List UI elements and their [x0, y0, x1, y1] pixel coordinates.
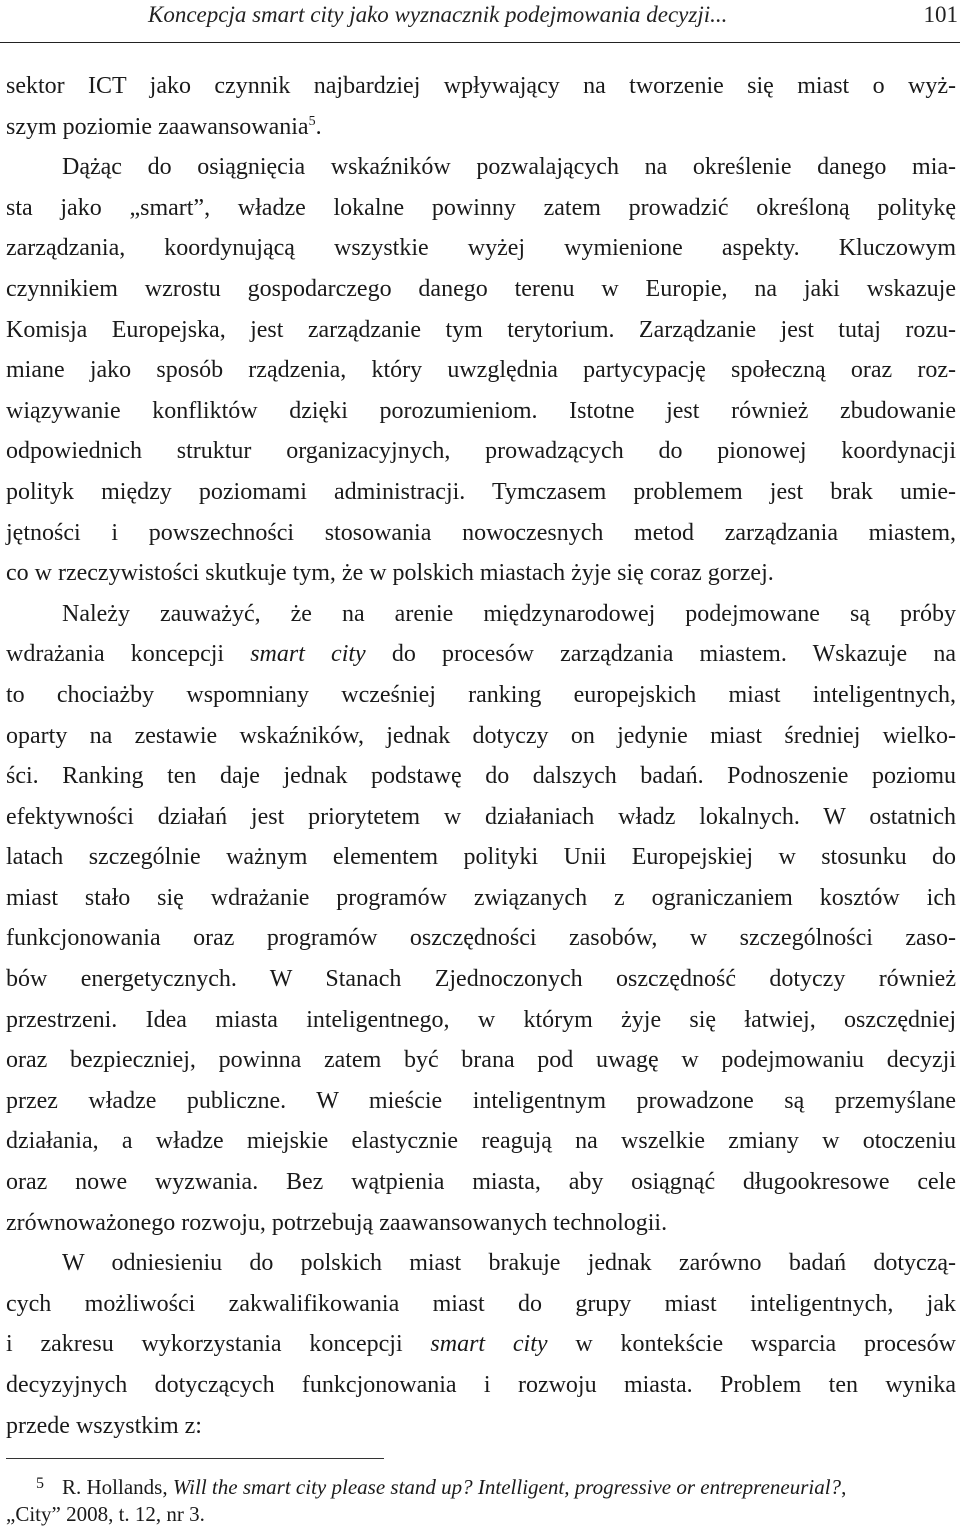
paragraph-end-line: co w rzeczywistości skutkuje tym, że w polskich miastach żyje się coraz gorzej.: [6, 560, 774, 587]
text-line: sektor ICT jako czynnik najbardziej wpływający na tworzenie się miast o wyż-: [6, 73, 956, 99]
text-line: przez władze publiczne. W mieście inteligentnym prowadzone są przemyślane: [6, 1087, 956, 1114]
text-line: [6, 107, 956, 148]
paragraph-end-line: zrównoważonego rozwoju, potrzebują zaawansowanych technologii.: [6, 1209, 668, 1236]
footnote-punct: ,: [841, 1475, 847, 1499]
text-line: przestrzeni. Idea miasta inteligentnego, w którym żyje się łatwiej, oszczędniej: [6, 1006, 956, 1033]
text-line: oraz bezpieczniej, powinna zatem być brana pod uwagę w podejmowaniu decyzji: [6, 1047, 956, 1074]
emphasis-term: smart city: [430, 1331, 548, 1358]
text-segment: .: [315, 113, 322, 140]
text-line: Komisja Europejska, jest zarządzanie tym terytorium. Zarządzanie jest tutaj rozu-: [6, 316, 956, 343]
paragraph-start-line: Dążąc do osiągnięcia wskaźników pozwalających na określenie danego mia-: [62, 154, 956, 181]
text-line: wiązywanie konfliktów dzięki porozumieniom. Istotne jest również zbudowanie: [6, 397, 956, 424]
text-segment: i zakresu wykorzystania koncepcji: [6, 1331, 431, 1358]
running-title: Koncepcja smart city jako wyznacznik podejmowania decyzji...: [148, 2, 728, 27]
emphasis-term: smart city: [250, 641, 366, 668]
text-line: decyzyjnych dotyczących funkcjonowania i rozwoju miasta. Problem ten wynika: [6, 1372, 956, 1398]
text-line: [6, 634, 956, 675]
text-line: bów energetycznych. W Stanach Zjednoczonych oszczędność dotyczy również: [6, 966, 956, 993]
text-segment: szym poziomie zaawansowania: [6, 113, 309, 140]
text-line: działania, a władze miejskie elastycznie reagują na wszelkie zmiany w otoczeniu: [6, 1128, 956, 1155]
footnote-separator: [6, 1458, 384, 1459]
text-segment: do procesów zarządzania miastem. Wskazuje na: [365, 641, 956, 668]
text-line: oparty na zestawie wskaźników, jednak dotyczy on jedynie miast średniej wielko-: [6, 722, 956, 749]
footnote-line: [6, 1468, 956, 1499]
text-line: efektywności działań jest priorytetem w działaniach władz lokalnych. W ostatnich: [6, 803, 956, 830]
text-line: jętności i powszechności stosowania nowoczesnych metod zarządzania miastem,: [6, 519, 956, 546]
text-line: funkcjonowania oraz programów oszczędności zasobów, w szczególności zaso-: [6, 925, 956, 952]
footnote-reference[interactable]: 5: [308, 113, 316, 129]
text-line: latach szczególnie ważnym elementem polityki Unii Europejskiej w stosunku do: [6, 844, 956, 871]
body-text: [6, 66, 956, 1446]
footnote-line: „City” 2008, t. 12, nr 3.: [6, 1502, 205, 1526]
text-line: to chociażby wspomniany wcześniej ranking europejskich miast inteligentnych,: [6, 681, 956, 708]
footnote-title: Will the smart city please stand up? Intelligent, progressive or entrepreneurial?: [172, 1475, 842, 1499]
paragraph-start-line: Należy zauważyć, że na arenie międzynarodowej podejmowane są próby: [62, 600, 956, 627]
text-line: polityk między poziomami administracji. Tymczasem problemem jest brak umie-: [6, 478, 956, 505]
page-number: 101: [923, 2, 958, 27]
text-line: cych możliwości zakwalifikowania miast do grupy miast inteligentnych, jak: [6, 1290, 956, 1317]
text-segment: w kontekście wsparcia procesów: [547, 1331, 956, 1358]
footnote-number: 5: [36, 1475, 44, 1492]
text-segment: wdrażania koncepcji: [6, 641, 251, 668]
paragraph-start-line: W odniesieniu do polskich miast brakuje jednak zarówno badań dotyczą-: [62, 1250, 956, 1277]
text-line: zarządzania, koordynującą wszystkie wyżej wymienione aspekty. Kluczowym: [6, 235, 956, 262]
text-line: oraz nowe wyzwania. Bez wątpienia miasta, aby osiągnąć długookresowe cele: [6, 1169, 956, 1196]
text-line: miane jako sposób rządzenia, który uwzględnia partycypację społeczną oraz roz-: [6, 357, 956, 384]
text-line: czynnikiem wzrostu gospodarczego danego terenu w Europie, na jaki wskazuje: [6, 275, 956, 302]
text-line: ści. Ranking ten daje jednak podstawę do dalszych badań. Podnoszenie poziomu: [6, 763, 956, 790]
running-header: [0, 0, 960, 43]
footnote: [6, 1468, 956, 1530]
paragraph-end-line: przede wszystkim z:: [6, 1412, 202, 1439]
footnote-author: R. Hollands,: [62, 1475, 173, 1499]
text-line: sta jako „smart”, władze lokalne powinny zatem prowadzić określoną politykę: [6, 194, 956, 221]
text-line: miast stało się wdrażanie programów związanych z ograniczaniem kosztów ich: [6, 884, 956, 911]
text-line: odpowiednich struktur organizacyjnych, prowadzących do pionowej koordynacji: [6, 438, 956, 465]
text-line: [6, 1324, 956, 1365]
